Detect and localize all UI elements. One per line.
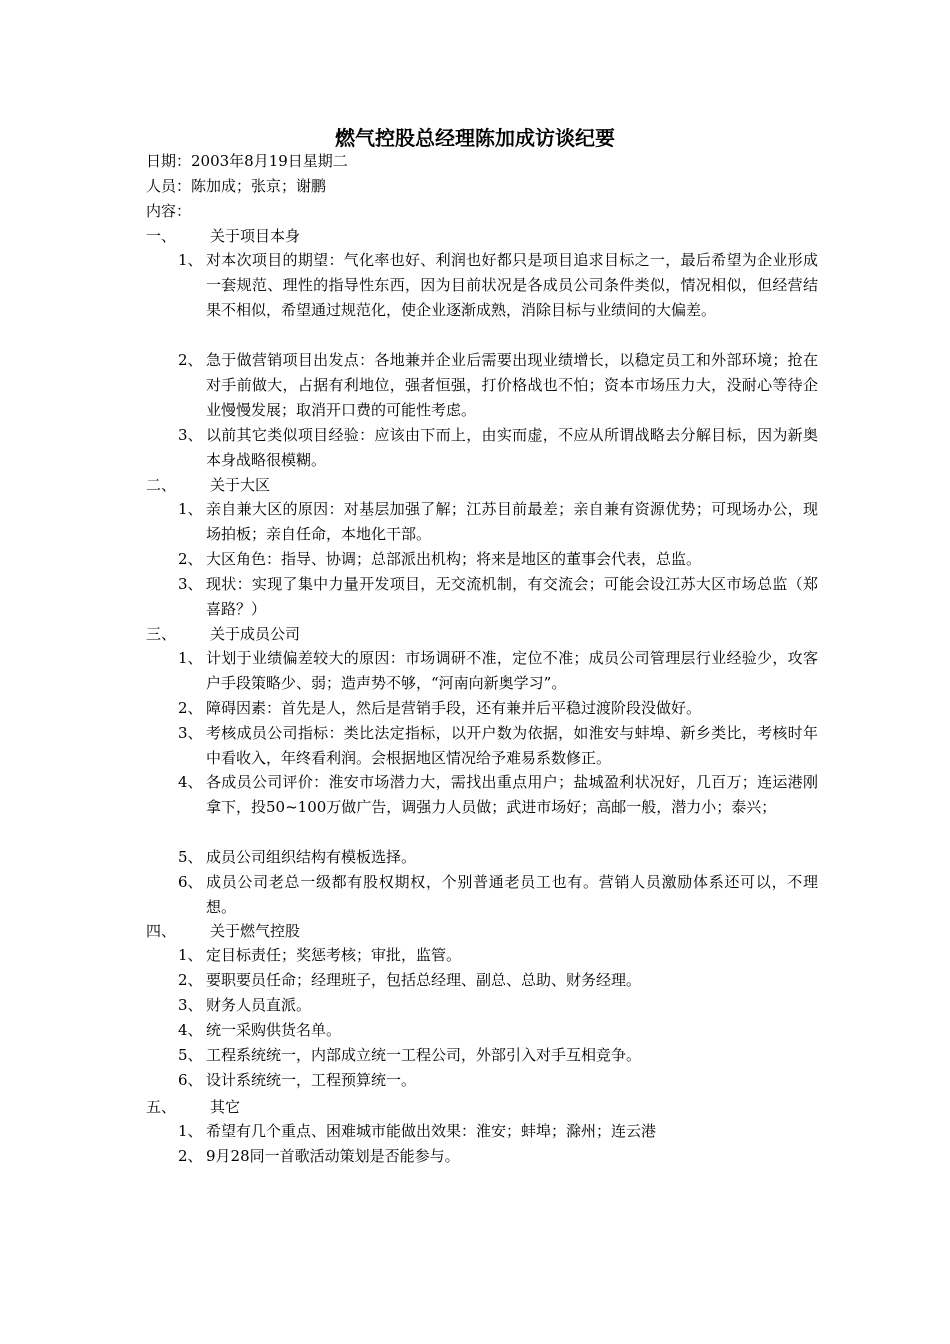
item-number: 1、: [178, 946, 203, 964]
section-title: 其它: [210, 1098, 241, 1116]
list-item: [178, 943, 818, 968]
section-title: 关于燃气控股: [210, 922, 301, 940]
item-number: 6、: [178, 873, 203, 891]
list-item: [178, 348, 818, 423]
list-item: [178, 721, 818, 771]
item-number: 1、: [178, 500, 203, 518]
list-item: [178, 696, 818, 721]
item-text: 希望有几个重点、困难城市能做出效果：淮安；蚌埠；滁州；连云港: [206, 1122, 657, 1140]
item-number: 4、: [178, 773, 203, 791]
item-text: 对本次项目的期望：气化率也好、利润也好都只是项目追求目标之一，最后希望为企业形成一套规范、理性的指导性东西，因为目前状况是各成员公司条件类似，情况相似，但经营结果不相似，希望通过规范化，使企业逐渐成熟，消除目标与业绩间的大偏差。: [206, 251, 818, 319]
item-text: 9月28同一首歌活动策划是否能参与。: [206, 1147, 460, 1165]
list-item: [178, 870, 818, 920]
item-number: 2、: [178, 971, 203, 989]
list-item: [178, 497, 818, 547]
section-heading: [146, 225, 826, 247]
list-item: [178, 1018, 818, 1043]
item-number: 2、: [178, 699, 203, 717]
item-text: 障碍因素：首先是人，然后是营销手段，还有兼并后平稳过渡阶段没做好。: [206, 699, 702, 717]
content-label: 内容：: [146, 202, 192, 220]
item-number: 4、: [178, 1021, 203, 1039]
item-text: 以前其它类似项目经验：应该由下而上，由实而虚，不应从所谓战略去分解目标，因为新奥本身战略很模糊。: [206, 426, 818, 469]
list-item: [178, 547, 818, 572]
item-number: 3、: [178, 426, 203, 444]
list-item: [178, 1068, 818, 1093]
section-heading: [146, 474, 826, 496]
section-heading: [146, 920, 826, 942]
list-item: [178, 248, 818, 323]
item-number: 3、: [178, 575, 203, 593]
list-item: [178, 423, 818, 473]
list-item: [178, 993, 818, 1018]
item-text: 各成员公司评价：淮安市场潜力大，需找出重点用户；盐城盈利状况好，几百万；连运港刚拿下，投50~100万做广告，调强力人员做；武进市场好；高邮一般，潜力小；泰兴；: [206, 773, 818, 816]
item-text: 定目标责任；奖惩考核；审批，监管。: [206, 946, 462, 964]
section-heading: [146, 1096, 826, 1118]
item-number: 1、: [178, 1122, 203, 1140]
section-heading: [146, 623, 826, 645]
item-number: 3、: [178, 724, 203, 742]
item-text: 财务人员直派。: [206, 996, 312, 1014]
item-text: 成员公司组织结构有模板选择。: [206, 848, 417, 866]
section-title: 关于成员公司: [210, 625, 301, 643]
item-text: 要职要员任命；经理班子，包括总经理、副总、总助、财务经理。: [206, 971, 642, 989]
list-item: [178, 968, 818, 993]
section-number: 一、: [146, 227, 177, 245]
item-text: 急于做营销项目出发点：各地兼并企业后需要出现业绩增长，以稳定员工和外部环境；抢在对手前做大，占据有利地位，强者恒强，打价格战也不怕；资本市场压力大，没耐心等待企业慢慢发展；取消开口费的可能性考虑。: [206, 351, 818, 419]
list-item: [178, 770, 818, 820]
item-number: 3、: [178, 996, 203, 1014]
item-number: 5、: [178, 1046, 203, 1064]
item-text: 工程系统统一，内部成立统一工程公司，外部引入对手互相竞争。: [206, 1046, 642, 1064]
item-number: 1、: [178, 649, 203, 667]
section-number: 二、: [146, 476, 177, 494]
item-text: 现状：实现了集中力量开发项目，无交流机制，有交流会；可能会设江苏大区市场总监（郑喜路？）: [206, 575, 818, 618]
list-item: [178, 1144, 818, 1169]
list-item: [178, 646, 818, 696]
section-title: 关于项目本身: [210, 227, 301, 245]
item-text: 大区角色：指导、协调；总部派出机构；将来是地区的董事会代表，总监。: [206, 550, 702, 568]
section-number: 四、: [146, 922, 177, 940]
item-number: 2、: [178, 351, 203, 369]
item-text: 成员公司老总一级都有股权期权，个别普通老员工也有。营销人员激励体系还可以，不理想。: [206, 873, 818, 916]
item-number: 6、: [178, 1071, 203, 1089]
document-title: 燃气控股总经理陈加成访谈纪要: [335, 126, 615, 150]
item-text: 亲自兼大区的原因：对基层加强了解；江苏目前最差；亲自兼有资源优势；可现场办公，现场拍板；亲自任命，本地化干部。: [206, 500, 818, 543]
item-number: 1、: [178, 251, 203, 269]
item-text: 设计系统统一，工程预算统一。: [206, 1071, 417, 1089]
item-number: 5、: [178, 848, 203, 866]
list-item: [178, 1119, 818, 1144]
section-number: 三、: [146, 625, 177, 643]
item-text: 计划于业绩偏差较大的原因：市场调研不准，定位不准；成员公司管理层行业经验少，攻客户手段策略少、弱；造声势不够，“河南向新奥学习”。: [206, 649, 818, 692]
item-text: 统一采购供货名单。: [206, 1021, 342, 1039]
section-number: 五、: [146, 1098, 177, 1116]
item-number: 2、: [178, 1147, 203, 1165]
list-item: [178, 1043, 818, 1068]
people-line: 人员：陈加成；张京；谢鹏: [146, 177, 327, 195]
item-text: 考核成员公司指标：类比法定指标，以开户数为依据，如淮安与蚌埠、新乡类比，考核时年中看收入，年终看利润。会根据地区情况给予难易系数修正。: [206, 724, 818, 767]
section-title: 关于大区: [210, 476, 271, 494]
list-item: [178, 845, 818, 870]
item-number: 2、: [178, 550, 203, 568]
list-item: [178, 572, 818, 622]
date-line: 日期：2003年8月19日星期二: [146, 152, 348, 170]
